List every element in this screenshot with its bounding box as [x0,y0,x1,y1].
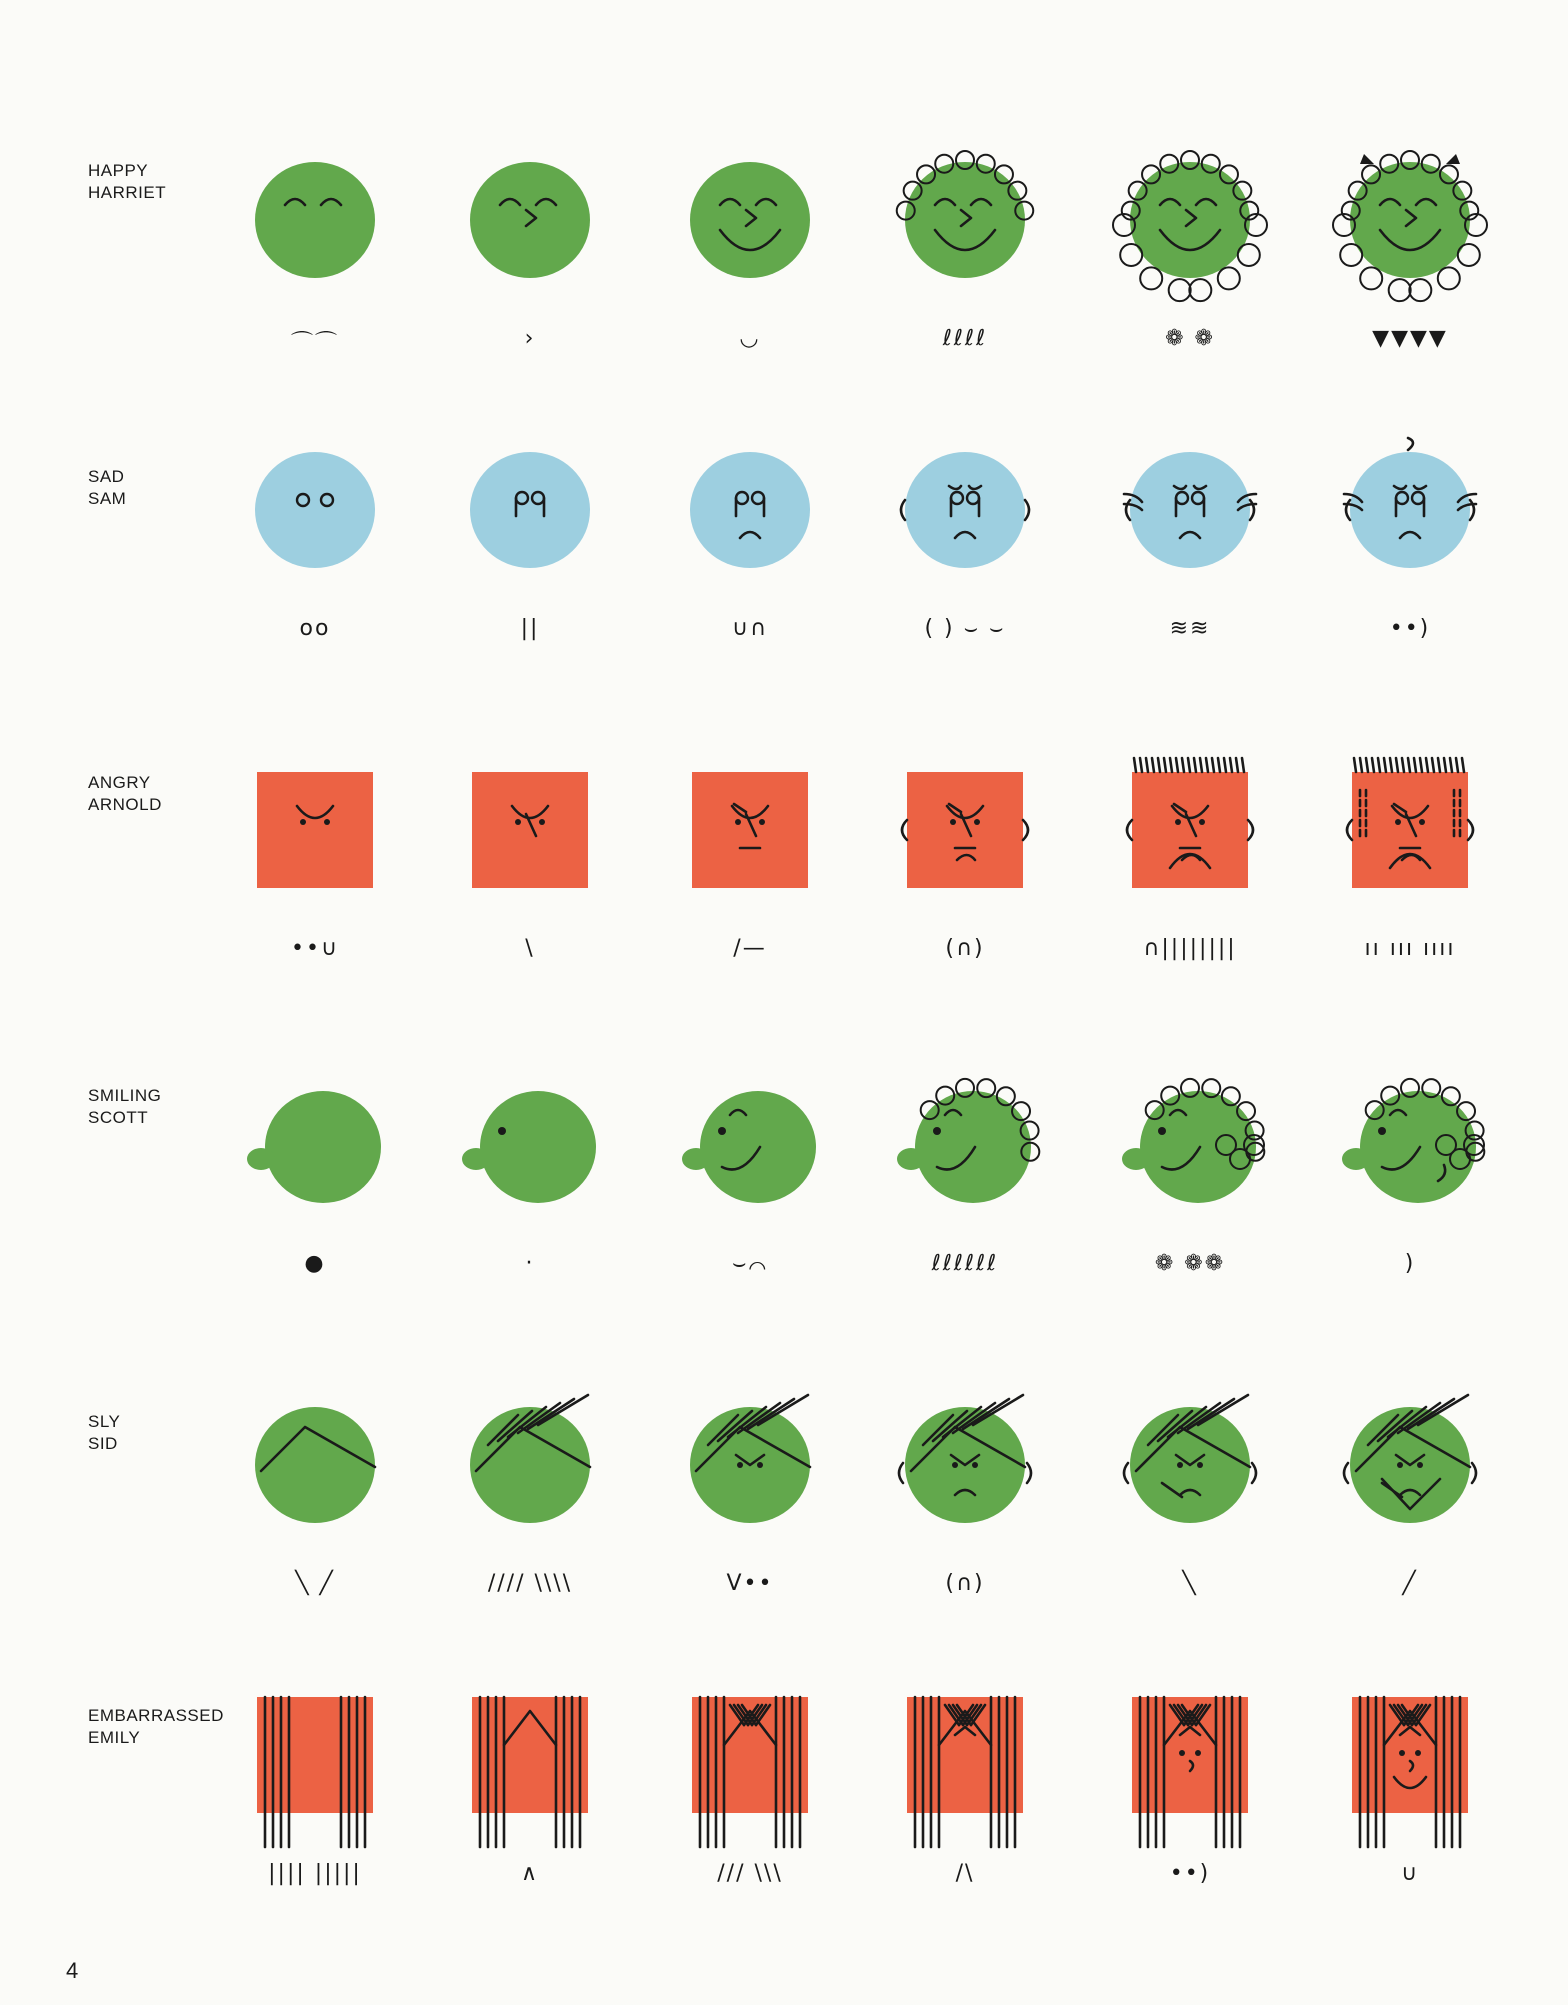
square-face-illustration [1320,1665,1500,1845]
round-face-illustration [1320,130,1500,310]
round-face-illustration [875,1055,1055,1235]
round-face-illustration [660,1055,840,1235]
drawing-step [660,1375,840,1655]
round-face-illustration [440,130,620,310]
square-face-illustration [225,740,405,920]
eyes-and-curl-icon: ••) [1389,616,1431,641]
character-name: EMBARRASSED EMILY [88,1706,224,1747]
nose-stroke-icon: \ [525,936,535,961]
round-face-illustration [440,420,620,600]
character-row [0,1055,1568,1355]
round-face-illustration [660,130,840,310]
hair-strands-icon: //// \\\\ [487,1571,573,1596]
sly-eyes-icon: V•• [726,1571,774,1596]
round-face-illustration [225,1375,405,1555]
drawing-step [1320,1665,1500,1945]
character-name: SAD SAM [88,467,127,508]
round-face-illustration [440,1375,620,1555]
character-name: SMILING SCOTT [88,1086,162,1127]
nose-blob-icon: ● [304,1251,326,1276]
ears-and-lips-icon: (∩) [945,1571,985,1596]
mouth-stroke-icon: ╲ [1182,1571,1198,1596]
round-face-illustration [660,420,840,600]
hair-bows-icon: ▼▼▼▼ [1372,326,1448,351]
bangs-icon: /// \\\ [717,1861,783,1886]
curly-hair-icon: ℓℓℓℓ [942,326,988,351]
round-face-illustration [1100,420,1280,600]
character-row [0,1665,1568,1965]
round-face-illustration [1320,1375,1500,1555]
drawing-step [440,130,620,410]
eyes-icon: oo [299,616,331,641]
square-face-illustration [225,1665,405,1845]
parted-bangs-icon: /\ [955,1861,975,1886]
drawing-step [875,420,1055,700]
drawing-step [1320,740,1500,1020]
side-curls-icon: ❁ ❁ [1165,326,1215,351]
drawing-step [225,420,405,700]
frown-and-hair-icon: ∩|||||||| [1143,936,1237,961]
drawing-step [1100,1375,1280,1655]
eyes-and-brow-icon: ••∪ [290,936,340,961]
round-face-illustration [875,1375,1055,1555]
round-face-illustration [660,1375,840,1555]
smile-and-ear-icon: ⌣⌒ [732,1251,768,1276]
drawing-step [660,420,840,700]
drawing-step [440,740,620,1020]
drawing-step [1100,740,1280,1020]
square-face-illustration [660,740,840,920]
square-face-illustration [875,740,1055,920]
drawing-step [440,420,620,700]
character-name: ANGRY ARNOLD [88,773,162,814]
drawing-step [225,1665,405,1945]
long-hair-icon: |||| ||||| [268,1861,362,1886]
square-face-illustration [440,1665,620,1845]
square-face-illustration [1100,740,1280,920]
drawing-step [875,740,1055,1020]
round-face-illustration [225,420,405,600]
closed-eyes-icon: ⌒⌒ [290,331,339,356]
smile-icon: ∪ [1400,1861,1420,1886]
round-face-illustration [1100,130,1280,310]
character-row [0,130,1568,430]
square-face-illustration [440,740,620,920]
drawing-step [875,1055,1055,1335]
drawing-step [225,1055,405,1335]
eye-dot-icon: · [525,1251,535,1276]
chin-stroke-icon: ╱ [1402,1571,1418,1596]
drawing-step [1100,1665,1280,1945]
drawing-step [660,130,840,410]
drawing-step [875,1375,1055,1655]
drawing-step [1320,130,1500,410]
character-name: SLY SID [88,1412,121,1453]
nose-icon: › [524,326,536,351]
eyes-and-nose-icon: ••) [1169,1861,1211,1886]
round-face-illustration [1100,1055,1280,1235]
brow-and-mouth-icon: /— [733,936,767,961]
drawing-step [1100,1055,1280,1335]
back-curls-icon: ❁ ❁❁ [1154,1251,1226,1276]
character-row [0,420,1568,720]
character-name: HAPPY HARRIET [88,161,167,202]
drawing-step [440,1665,620,1945]
drawing-step [225,1375,405,1655]
drawing-step [440,1055,620,1335]
character-row [0,1375,1568,1675]
page-number: 4 [66,1958,79,1983]
drawing-step [440,1375,620,1655]
round-face-illustration [225,130,405,310]
round-face-illustration [225,1055,405,1235]
hair-peak-icon: ∧ [520,1861,540,1886]
drawing-step [225,130,405,410]
drawing-step [875,130,1055,410]
hair-part-icon: ╲ ╱ [295,1571,335,1596]
character-row [0,740,1568,1040]
chin-curve-icon: ) [1404,1251,1416,1276]
drawing-step [660,1055,840,1335]
round-face-illustration [875,130,1055,310]
drawing-step [1320,420,1500,700]
square-face-illustration [660,1665,840,1845]
drawing-step [1100,130,1280,410]
ears-and-brows-icon: ( ) ⌣ ⌣ [924,616,1006,641]
square-face-illustration [875,1665,1055,1845]
curly-hair-icon: ℓℓℓℓℓℓ [931,1251,999,1276]
round-face-illustration [1100,1375,1280,1555]
drawing-step [1320,1375,1500,1655]
drawing-step [225,740,405,1020]
smile-icon: ◡ [739,326,761,351]
drawing-step [660,740,840,1020]
round-face-illustration [440,1055,620,1235]
ears-and-lips-icon: (∩) [945,936,985,961]
side-hair-icon: ≋≋ [1169,616,1211,641]
drawing-step [1100,420,1280,700]
square-face-illustration [1320,740,1500,920]
drawing-step [875,1665,1055,1945]
round-face-illustration [1320,1055,1500,1235]
stubble-icon: ıı ııı ıııı [1364,936,1456,961]
drawing-step [1320,1055,1500,1335]
round-face-illustration [1320,420,1500,600]
square-face-illustration [1100,1665,1280,1845]
round-face-illustration [875,420,1055,600]
drawing-step [660,1665,840,1945]
nose-and-frown-icon: ∪∩ [731,616,769,641]
nose-lines-icon: || [520,616,540,641]
